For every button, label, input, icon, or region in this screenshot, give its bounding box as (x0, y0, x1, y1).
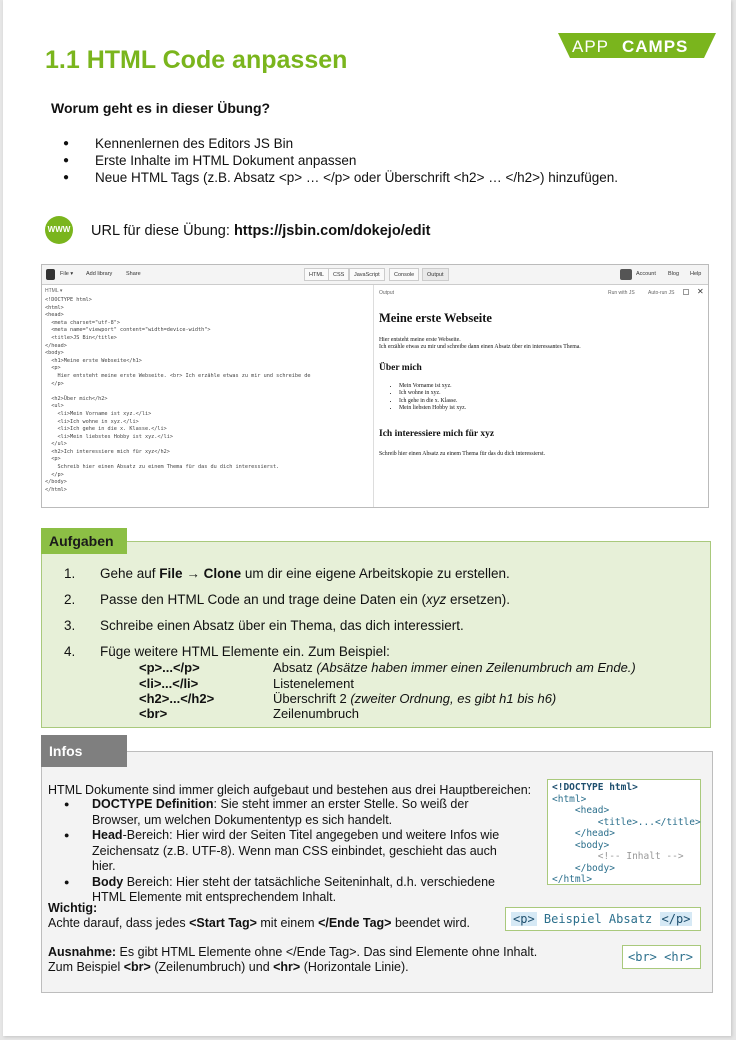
jsbin-html-panel[interactable] (42, 285, 374, 508)
goal-item: ● Neue HTML Tags (z.B. Absatz <p> … </p> oder Überschrift <h2> … </h2>) hinzufügen. (63, 169, 618, 186)
jsbin-output-panel (375, 285, 709, 508)
tag-desc: Überschrift 2 (zweiter Ordnung, es gibt h1 bis h6) (273, 691, 557, 706)
ausnahme-line-2: Zum Beispiel <br> (Zeilenumbruch) und <hr> (Horizontale Linie). (48, 960, 409, 974)
appcamps-logo (558, 33, 716, 58)
question-heading: Worum geht es in dieser Übung? (51, 100, 271, 116)
infos-item-body: ● Body Bereich: Hier steht der tatsächliche Seiteninhalt, d.h. verschiedene HTML Elemente mit entsprechendem Inhalt. (58, 875, 518, 906)
globe-www-icon: WWW (45, 216, 73, 244)
infos-box (41, 751, 713, 993)
output-h1: Meine erste Webseite (379, 311, 492, 325)
menu-blog[interactable]: Blog (668, 271, 680, 277)
html-structure-code: <!DOCTYPE html> <html> <head> <title>...</title> </head> <body> <!-- Inhalt --> </body> </html> (547, 779, 701, 885)
tab-html[interactable]: HTML (304, 268, 329, 281)
tag-name: <br> (139, 706, 168, 721)
menu-share[interactable]: Share (126, 271, 141, 277)
autorun-label[interactable]: Auto-run JS (648, 290, 675, 296)
tab-output[interactable]: Output (422, 268, 449, 281)
jsbin-screenshot (41, 264, 709, 508)
worksheet-page (3, 0, 731, 1036)
logo-part1: APP (572, 37, 610, 56)
br-hr-example-code: <br> <hr> (622, 945, 701, 969)
tag-name: <h2>...</h2> (139, 691, 215, 706)
html-code[interactable]: <!DOCTYPE html> <html> <head> <meta charset="utf-8"> <meta name="viewport" content="width=device-width"> <title>JS Bin</title> </head> <body> <h1>Meine erste Webseite</h1> <p> Hier entsteht meine erste Webseite. <br> Ich erzähle etwas zu mir und schreibe de </p> <h2>Über mich</h2> <ul> <li>Mein Vorname ist xyz.</li> <li>Ich wohne in xyz.</li> <li>Ich gehe in die x. Klasse.</li> <li>Mein liebstes Hobby ist xyz.</li> </ul> <h2>Ich interessiere mich für xyz</h2> <p> Schreib hier einen Absatz zu einem Thema für das du dich interessierst. </p> </body> </html> (45, 297, 311, 493)
output-panel-label: Output (379, 290, 395, 296)
output-h2-interest: Ich interessiere mich für xyz (379, 429, 495, 439)
output-p3: Schreib hier einen Absatz zu einem Thema für das du dich interessierst. (379, 451, 546, 457)
menu-account[interactable]: Account (636, 271, 656, 277)
output-p1: Hier entsteht meine erste Webseite. (379, 337, 461, 343)
tag-name: <p>...</p> (139, 660, 200, 675)
output-list (389, 383, 466, 413)
infos-list (58, 797, 518, 906)
output-h2-about: Über mich (379, 363, 422, 373)
tasks-heading: Aufgaben (41, 528, 127, 554)
wichtig-label: Wichtig: (48, 901, 98, 915)
tag-name: <li>...</li> (139, 676, 199, 691)
goal-item: ● Kennenlernen des Editors JS Bin (63, 135, 618, 152)
output-p2: Ich erzähle etwas zu mir und schreibe dann einen Absatz über ein interessantes Thema. (379, 344, 581, 350)
run-with-js-button[interactable]: Run with JS (608, 290, 635, 296)
output-list-item: • Ich gehe in die x. Klasse. (399, 398, 466, 405)
task-number: 3. (64, 618, 76, 633)
output-list-item: • Ich wohne in xyz. (399, 390, 466, 397)
infos-item-head: ● Head-Bereich: Hier wird der Seiten Titel angegeben und weitere Infos wie Zeichensatz (z.B. UTF-8). Wenn man CSS einbindet, geschieht das auch hier. (58, 828, 518, 875)
task-number: 1. (64, 566, 76, 581)
avatar[interactable] (620, 269, 632, 280)
output-list-item: • Mein liebsten Hobby ist xyz. (399, 405, 466, 412)
wichtig-text: Achte darauf, dass jedes <Start Tag> mit einem </Ende Tag> beendet wird. (48, 916, 470, 930)
task-number: 2. (64, 592, 76, 607)
task-text: Schreibe einen Absatz über ein Thema, das dich interessiert. (100, 618, 464, 633)
url-prefix: URL für diese Übung: (91, 223, 234, 239)
menu-add-library[interactable]: Add library (86, 271, 113, 277)
tag-desc: Absatz (Absätze haben immer einen Zeilenumbruch am Ende.) (273, 660, 636, 675)
tab-console[interactable]: Console (389, 268, 419, 281)
task-text: Füge weitere HTML Elemente ein. Zum Beispiel: (100, 644, 390, 659)
tab-css[interactable]: CSS (328, 268, 349, 281)
page-title: 1.1 HTML Code anpassen (45, 46, 348, 74)
output-list-item: • Mein Vorname ist xyz. (399, 383, 466, 390)
tab-javascript[interactable]: JavaScript (349, 268, 385, 281)
logo-part2: CAMPS (622, 37, 689, 56)
tag-desc: Zeilenumbruch (273, 706, 359, 721)
ausnahme-line-1: Ausnahme: Es gibt HTML Elemente ohne </Ende Tag>. Das sind Elemente ohne Inhalt. (48, 945, 538, 959)
html-panel-label[interactable]: HTML ▾ (45, 288, 63, 294)
task-text: Passe den HTML Code an und trage deine Daten ein (xyz ersetzen). (100, 592, 510, 607)
autorun-checkbox[interactable] (683, 289, 689, 295)
infos-intro: HTML Dokumente sind immer gleich aufgebaut und bestehen aus drei Hauptbereichen: (48, 783, 532, 797)
url-line (91, 223, 431, 239)
goals-list (63, 135, 618, 186)
jsbin-toolbar (42, 265, 708, 285)
goal-item: ● Erste Inhalte im HTML Dokument anpassen (63, 152, 618, 169)
tasks-box (41, 541, 711, 728)
tag-desc: Listenelement (273, 676, 354, 691)
close-icon[interactable]: ✕ (697, 287, 704, 296)
task-text: Gehe auf File → Clone um dir eine eigene Arbeitskopie zu erstellen. (100, 566, 510, 581)
jsbin-logo-icon (46, 269, 55, 280)
task-number: 4. (64, 644, 76, 659)
menu-file[interactable]: File ▾ (60, 271, 74, 277)
menu-help[interactable]: Help (690, 271, 702, 277)
paragraph-example-code: <p> Beispiel Absatz </p> (505, 907, 701, 931)
infos-heading: Infos (41, 735, 127, 767)
infos-item-doctype: ● DOCTYPE Definition: Sie steht immer an erster Stelle. So weiß der Browser, um welchen Dokumententyp es sich handelt. (58, 797, 518, 828)
url-link[interactable]: https://jsbin.com/dokejo/edit (233, 223, 431, 239)
